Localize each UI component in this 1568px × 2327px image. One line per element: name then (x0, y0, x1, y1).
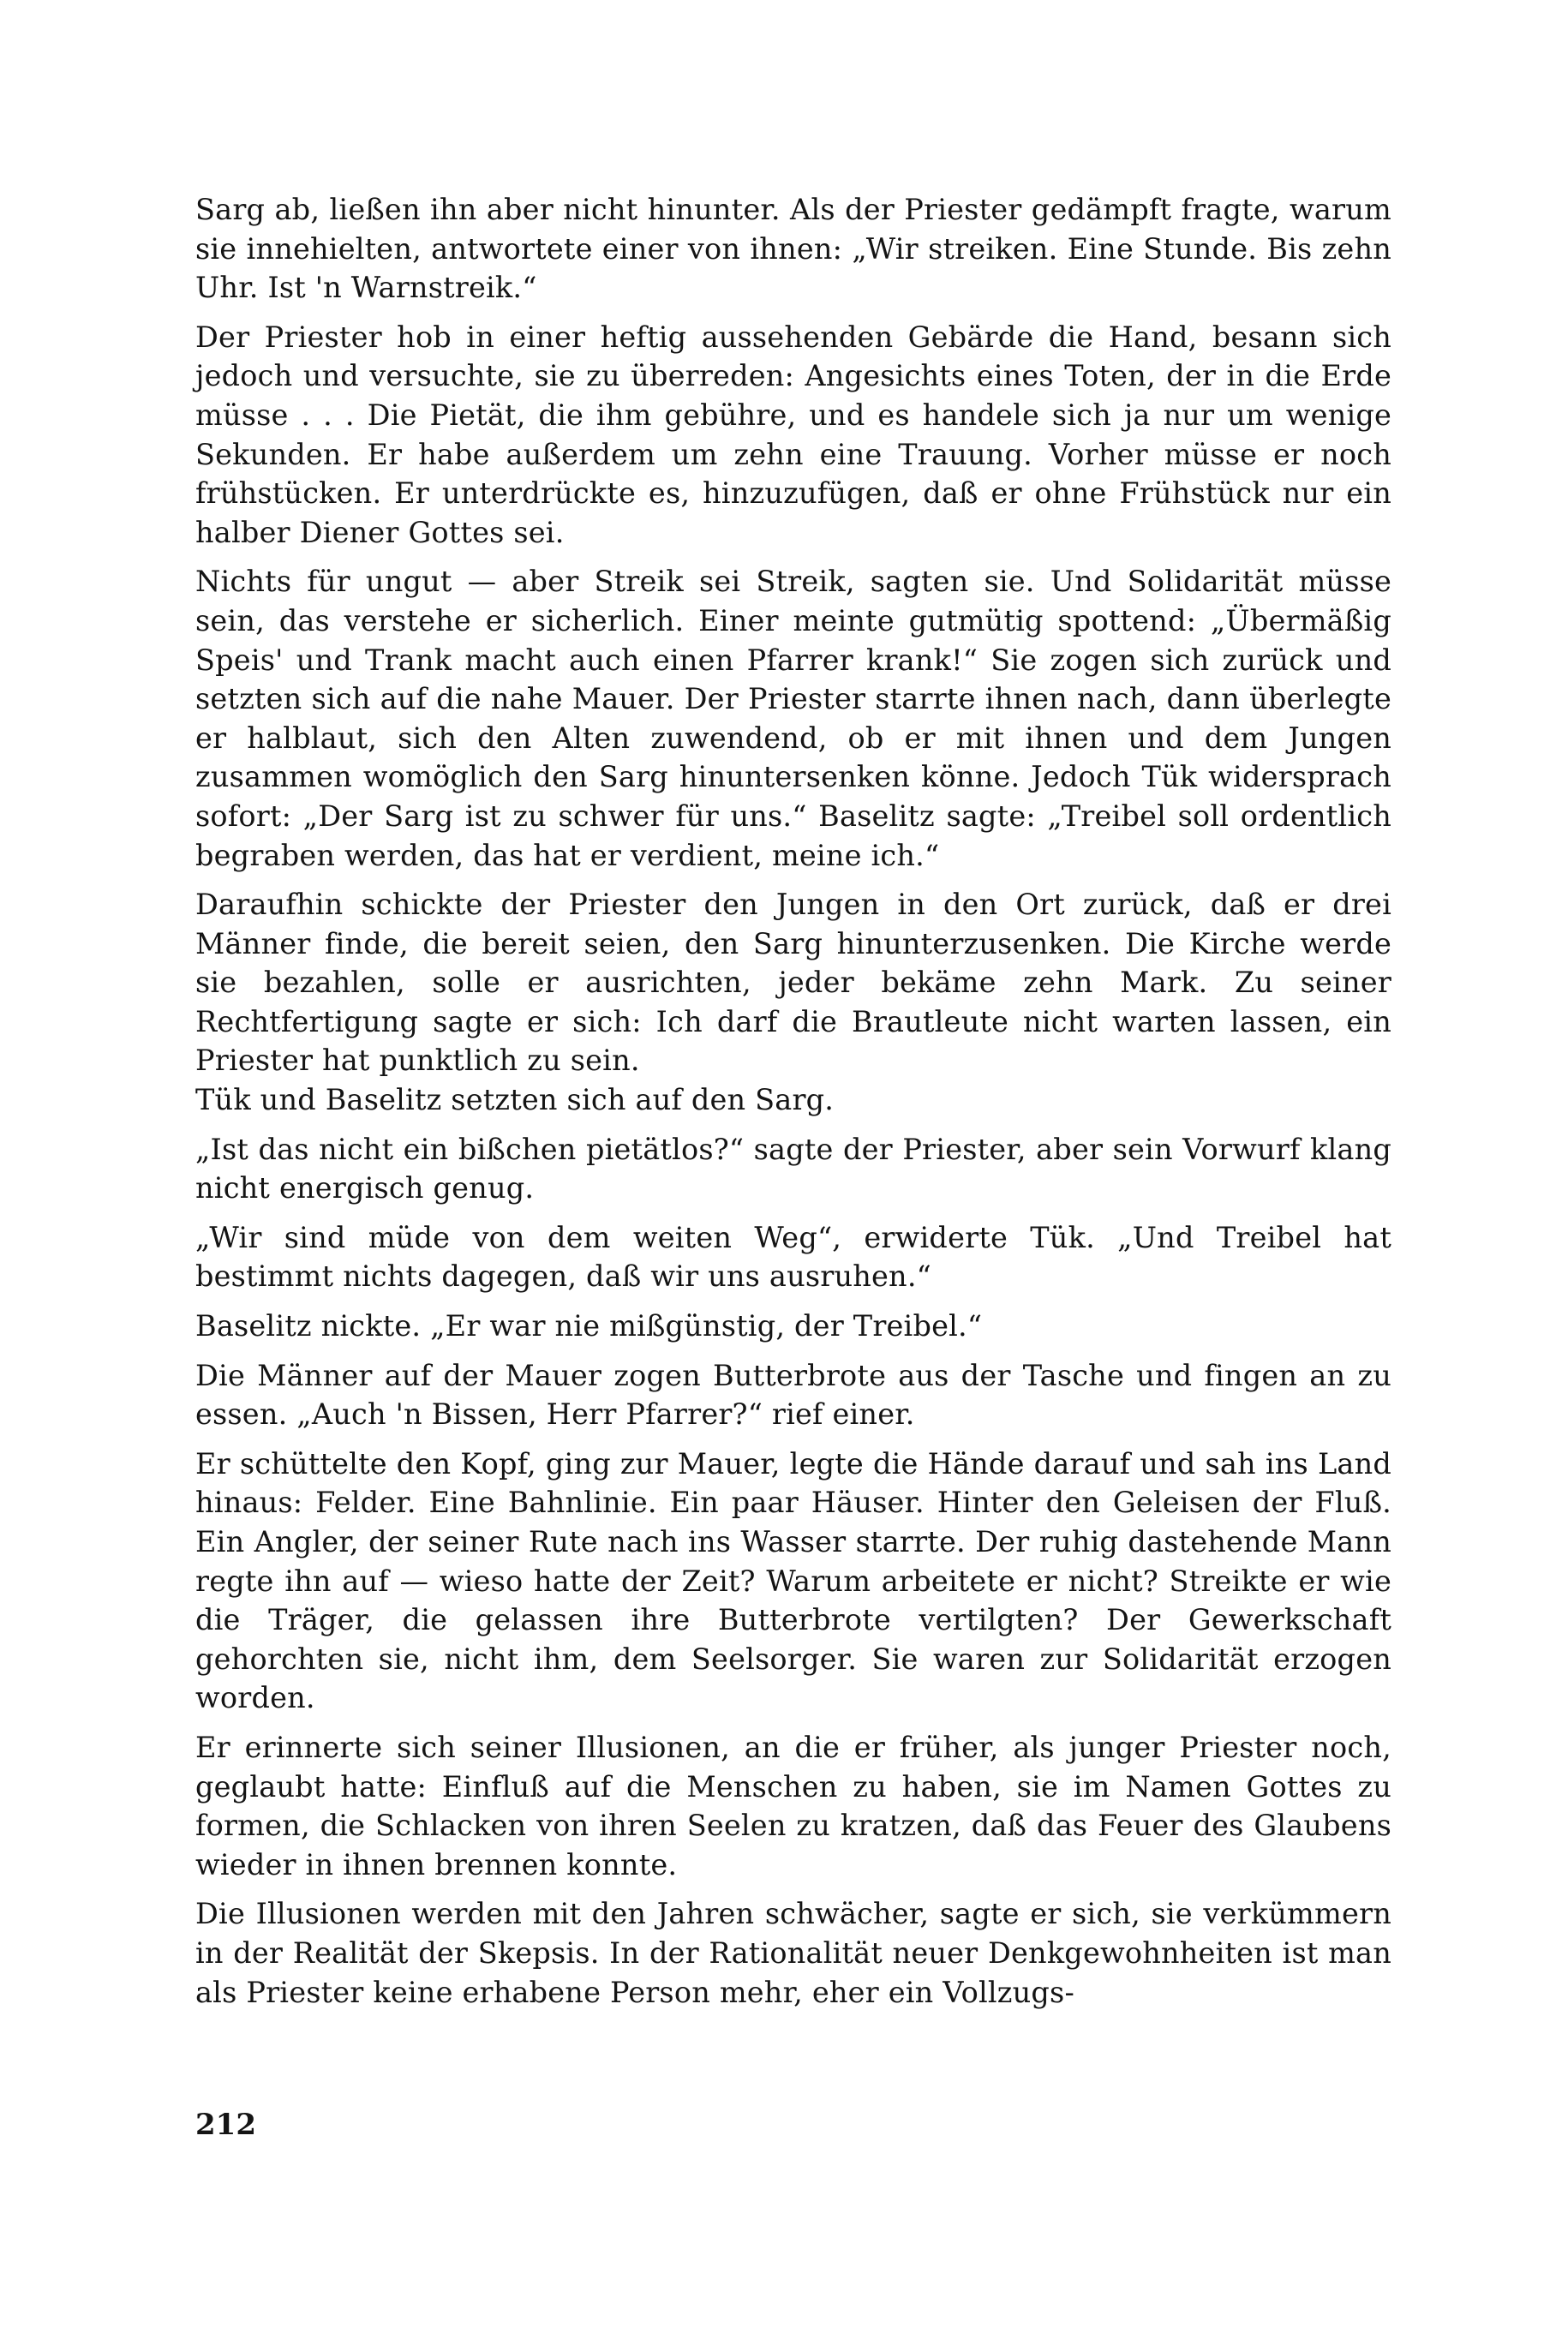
paragraph: Er schüttelte den Kopf, ging zur Mauer, legte die Hände darauf und sah ins Land hinaus: Felder. Eine Bahnlinie. Ein paar Häuser. Hinter den Geleisen der Fluß. Ein Angler, der seiner Rute nach ins Wasser starrte. Der ruhig dastehende Mann regte ihn auf — wieso hatte der Zeit? Warum arbeitete er nicht? Streikte er wie die Träger, die gelassen ihre Butterbrote vertilgten? Der Gewerkschaft gehorchten sie, nicht ihm, dem Seelsorger. Sie waren zur Solidarität erzogen worden. (195, 1446, 1391, 1715)
paragraph: „Ist das nicht ein bißchen pietätlos?“ sagte der Priester, aber sein Vorwurf klang nicht energisch genug. (195, 1132, 1391, 1205)
paragraph: Die Illusionen werden mit den Jahren schwächer, sagte er sich, sie verkümmern in der Realität der Skepsis. In der Rationalität neuer Denkgewohnheiten ist man als Priester keine erhabene Person mehr, eher ein Vollzugs- (195, 1897, 1391, 2009)
paragraph: Sarg ab, ließen ihn aber nicht hinunter. Als der Priester gedämpft fragte, warum sie innehielten, antwortete einer von ihnen: „Wir streiken. Eine Stunde. Bis zehn Uhr. Ist 'n Warnstreik.“ (195, 193, 1391, 305)
page-number: 212 (195, 2108, 256, 2142)
paragraph: Baselitz nickte. „Er war nie mißgünstig, der Treibel.“ (195, 1309, 983, 1343)
paragraph: Tük und Baselitz setzten sich auf den Sarg. (195, 1083, 835, 1117)
paragraph: Nichts für ungut — aber Streik sei Streik, sagten sie. Und Solidarität müsse sein, das verstehe er sicherlich. Einer meinte gutmütig spottend: „Übermäßig Speis' und Trank macht auch einen Pfarrer krank!“ Sie zogen sich zurück und setzten sich auf die nahe Mauer. Der Priester starrte ihnen nach, dann überlegte er halblaut, sich den Alten zuwendend, ob er mit ihnen und dem Jungen zusammen womöglich den Sarg hinuntersenken könne. Jedoch Tük widersprach sofort: „Der Sarg ist zu schwer für uns.“ Baselitz sagte: „Treibel soll ordentlich begraben werden, das hat er verdient, meine ich.“ (195, 565, 1391, 872)
paragraph: Die Männer auf der Mauer zogen Butterbrote aus der Tasche und fingen an zu essen. „Auch 'n Bissen, Herr Pfarrer?“ rief einer. (195, 1358, 1391, 1432)
paragraph: Daraufhin schickte der Priester den Jungen in den Ort zurück, daß er drei Männer finde, die bereit seien, den Sarg hinunterzusenken. Die Kirche werde sie bezahlen, solle er ausrichten, jeder bekäme zehn Mark. Zu seiner Rechtfertigung sagte er sich: Ich darf die Brautleute nicht warten lassen, ein Priester hat punktlich zu sein. (195, 888, 1391, 1078)
paragraph: Der Priester hob in einer heftig aussehenden Gebärde die Hand, besann sich jedoch und versuchte, sie zu überreden: Angesichts eines Toten, der in die Erde müsse . . . Die Pietät, die ihm gebühre, und es handele sich ja nur um wenige Sekunden. Er habe außerdem um zehn eine Trauung. Vorher müsse er noch frühstücken. Er unterdrückte es, hinzuzufügen, daß er ohne Frühstück nur ein halber Diener Gottes sei. (195, 320, 1391, 549)
paragraph: „Wir sind müde von dem weiten Weg“, erwiderte Tük. „Und Treibel hat bestimmt nichts dagegen, daß wir uns ausruhen.“ (195, 1220, 1391, 1294)
paragraph: Er erinnerte sich seiner Illusionen, an die er früher, als junger Priester noch, geglaubt hatte: Einfluß auf die Menschen zu haben, sie im Namen Gottes zu formen, die Schlacken von ihren Seelen zu kratzen, daß das Feuer des Glaubens wieder in ihnen brennen konnte. (195, 1730, 1391, 1881)
book-page-body (195, 190, 1391, 2022)
